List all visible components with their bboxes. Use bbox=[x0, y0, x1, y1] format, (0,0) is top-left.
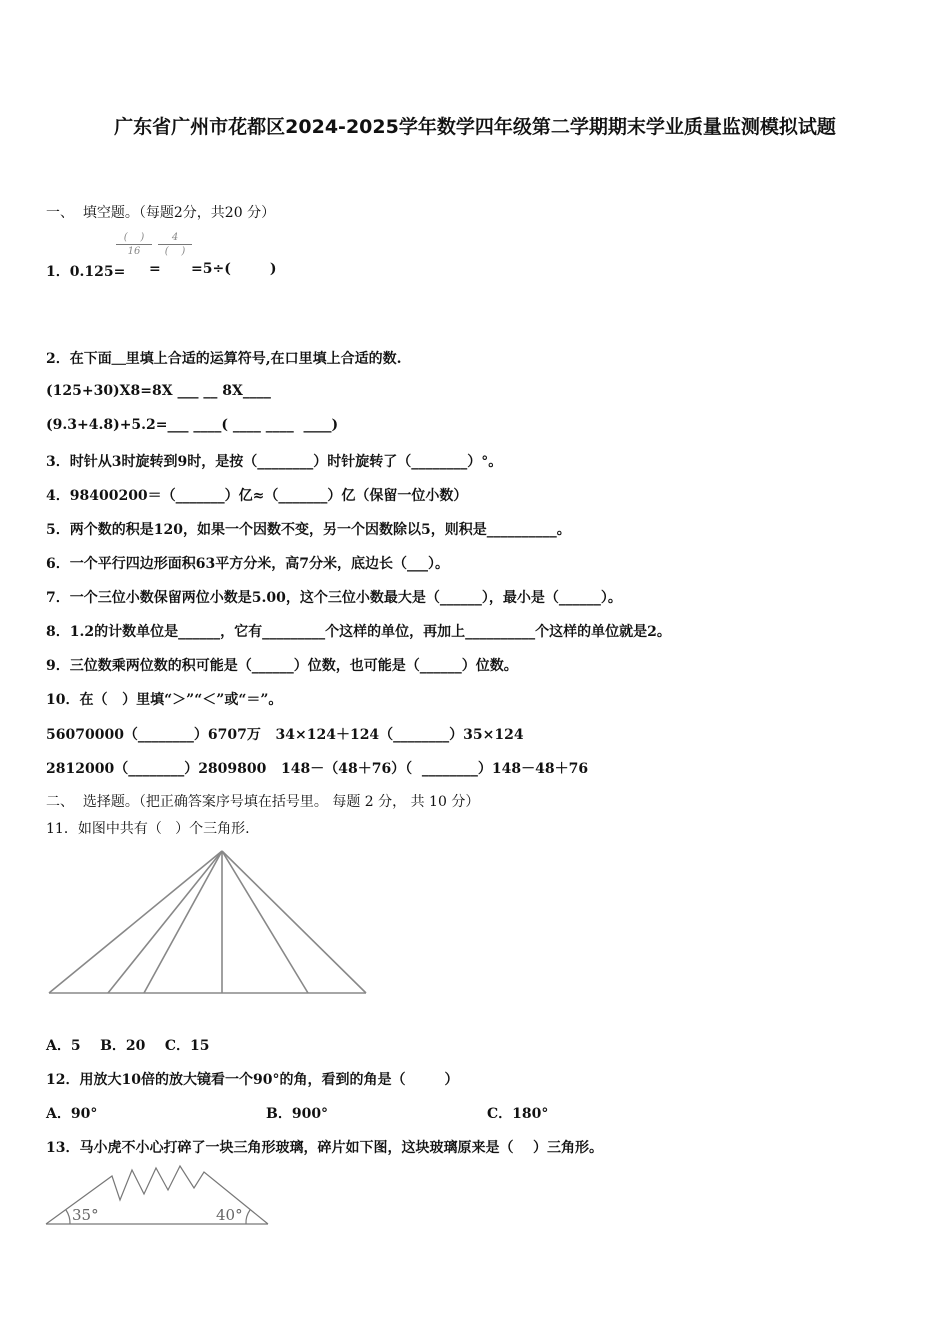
q11-triangle-figure bbox=[46, 848, 370, 998]
q1-frac2-denominator: ( ) bbox=[164, 246, 186, 257]
q11-text: 11．如图中共有（ ）个三角形. bbox=[46, 821, 250, 837]
q12-option-b: B．900° bbox=[266, 1106, 329, 1122]
q1-frac1-denominator: 16 bbox=[127, 246, 141, 257]
q2-line-1: (125+30)X8=8X ___ __ 8X____ bbox=[46, 383, 271, 399]
q10-line-1: 56070000（________）6707万 34×124＋124（________）35×124 bbox=[46, 727, 524, 743]
page-title: 广东省广州市花都区2024-2025学年数学四年级第二学期期末学业质量监测模拟试题 bbox=[114, 116, 836, 138]
q12-option-c: C．180° bbox=[487, 1106, 549, 1122]
q13-left-angle-label: 35° bbox=[72, 1206, 99, 1224]
q13-left-angle-arc bbox=[66, 1210, 70, 1224]
section-1-heading: 一、 填空题。（每题2分，共20 分） bbox=[46, 205, 276, 221]
q1-equals: = bbox=[149, 261, 161, 277]
q1-fraction-1 bbox=[116, 232, 152, 257]
q9-text: 9．三位数乘两位数的积可能是（______）位数，也可能是（______）位数。 bbox=[46, 658, 518, 674]
q13-text: 13．马小虎不小心打碎了一块三角形玻璃，碎片如下图，这块玻璃原来是（ ）三角形。 bbox=[46, 1140, 603, 1156]
q8-text: 8．1.2的计数单位是______，它有_________个这样的单位，再加上__________个这样的单位就是2。 bbox=[46, 624, 671, 640]
section-2-heading: 二、 选择题。（把正确答案序号填在括号里。 每题 2 分， 共 10 分） bbox=[46, 794, 480, 810]
q1-frac2-numerator: 4 bbox=[171, 232, 179, 243]
q1-frac1-numerator: ( ) bbox=[123, 232, 145, 243]
q11-inner-line-2 bbox=[144, 851, 222, 993]
q1-prefix: 1．0.125= bbox=[46, 264, 126, 280]
q11-right-edge bbox=[222, 851, 366, 993]
q2-text: 2．在下面＿里填上合适的运算符号,在口里填上合适的数. bbox=[46, 351, 402, 367]
q12-text: 12．用放大10倍的放大镜看一个90°的角，看到的角是（ ） bbox=[46, 1072, 459, 1088]
q5-text: 5．两个数的积是120，如果一个因数不变，另一个因数除以5，则积是__________。 bbox=[46, 522, 571, 538]
q6-text: 6．一个平行四边形面积63平方分米，高7分米，底边长（___）。 bbox=[46, 556, 449, 572]
q13-right-angle-label: 40° bbox=[216, 1206, 243, 1224]
q11-options: A．5 B．20 C．15 bbox=[46, 1038, 210, 1054]
q4-text: 4．98400200＝（_______）亿≈（_______）亿（保留一位小数） bbox=[46, 488, 468, 504]
q10-text: 10．在（ ）里填“＞”“＜”或“＝”。 bbox=[46, 692, 283, 708]
q10-line-2: 2812000（________）2809800 148－（48＋76）（ ________）148－48＋76 bbox=[46, 761, 589, 777]
q7-text: 7．一个三位小数保留两位小数是5.00，这个三位小数最大是（______），最小是（______）。 bbox=[46, 590, 622, 606]
q13-right-angle-arc bbox=[246, 1210, 250, 1224]
q1-suffix: =5÷( ) bbox=[191, 261, 277, 277]
q2-line-2: (9.3+4.8)+5.2=___ ____( ____ ____ ____) bbox=[46, 417, 339, 433]
q1-fraction-2 bbox=[158, 232, 192, 257]
q11-inner-line-1 bbox=[108, 851, 222, 993]
q3-text: 3．时针从3时旋转到9时，是按（________）时针旋转了（________）°。 bbox=[46, 454, 503, 470]
q12-option-a: A．90° bbox=[46, 1106, 98, 1122]
q11-left-edge bbox=[49, 851, 222, 993]
